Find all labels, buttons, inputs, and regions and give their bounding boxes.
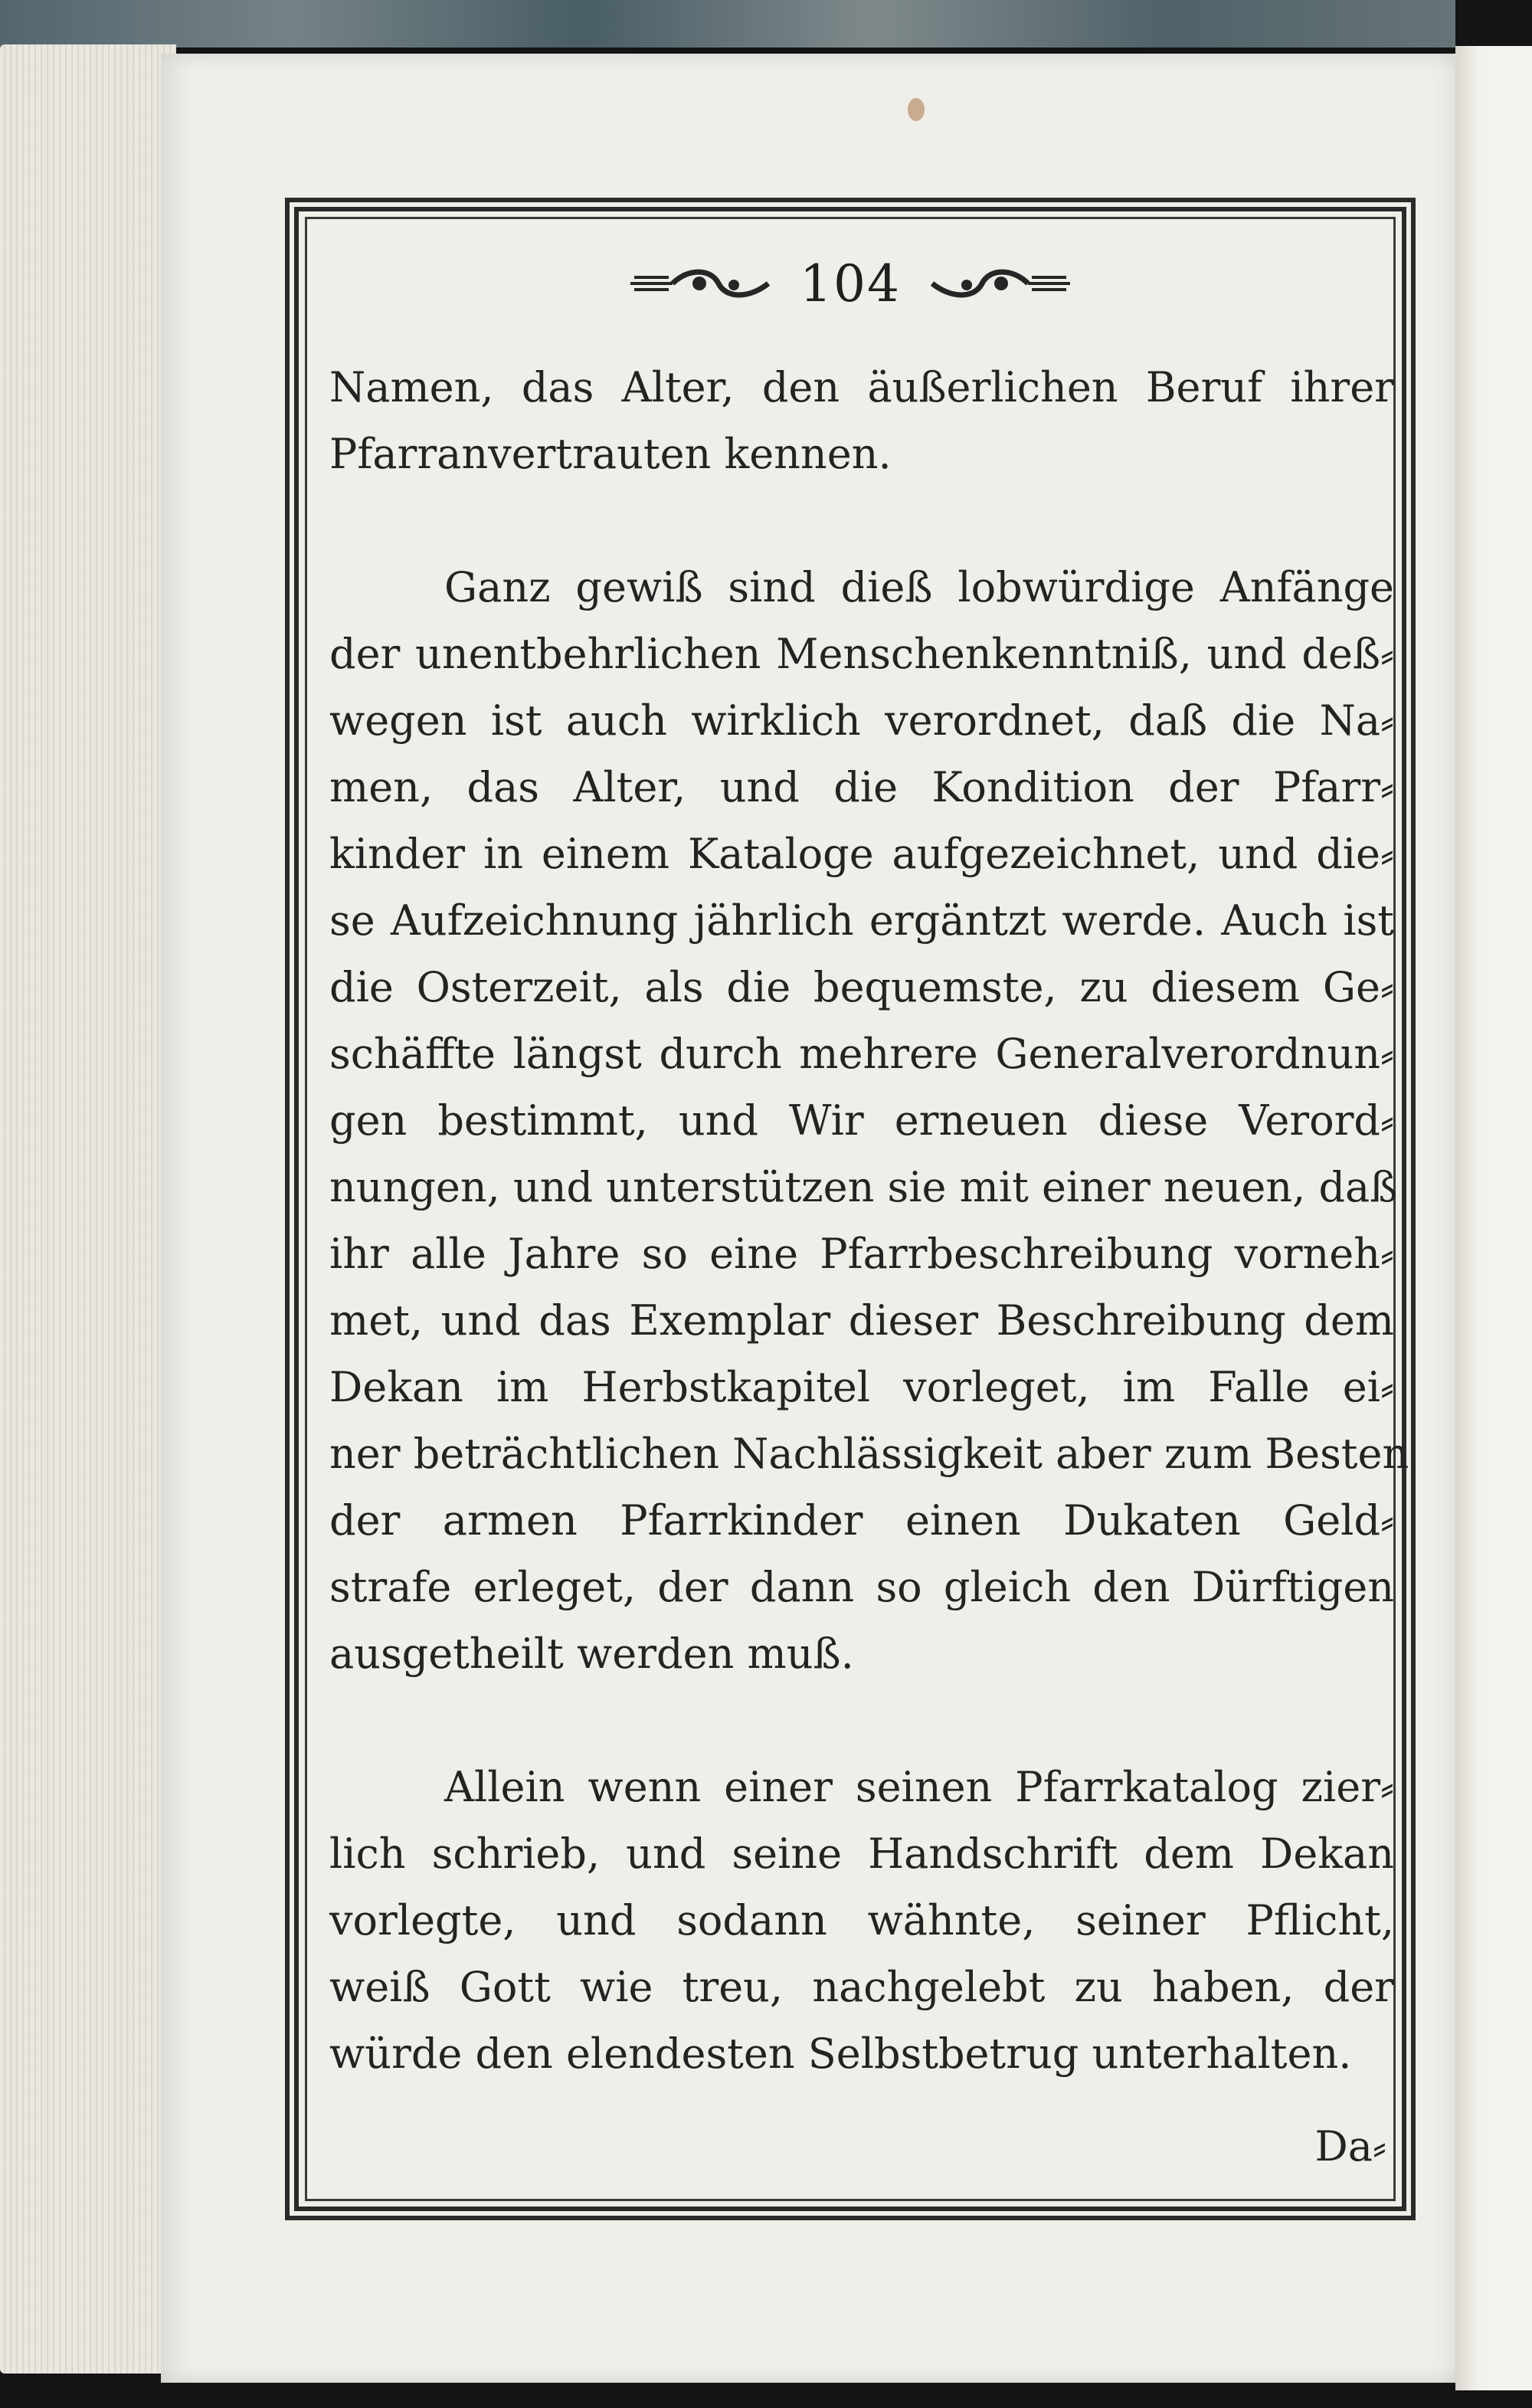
paragraph-gap bbox=[329, 1687, 1394, 1754]
foxing-spot bbox=[908, 98, 925, 121]
text-line: gen bestimmt, und Wir erneuen diese Verord⸗ bbox=[329, 1096, 1394, 1145]
text-line: lich schrieb, und seine Handschrift dem Dekan bbox=[329, 1830, 1394, 1878]
text-line: vorlegte, und sodann wähnte, seiner Pflicht, bbox=[329, 1896, 1394, 1944]
text-line: würde den elendesten Selbstbetrug unterhalten. bbox=[329, 2030, 1352, 2078]
text-line: se Aufzeichnung jährlich ergäntzt werde. Auch ist bbox=[329, 896, 1394, 945]
paragraph-gap bbox=[329, 487, 1394, 554]
page-number: 104 bbox=[800, 254, 901, 313]
text-line: der unentbehrlichen Menschenkenntniß, und deß⸗ bbox=[329, 630, 1394, 678]
text-line: ihr alle Jahre so eine Pfarrbeschreibung vorneh⸗ bbox=[329, 1230, 1394, 1278]
catchword: Da⸗ bbox=[1314, 2122, 1386, 2170]
text-line: schäffte längst durch mehrere Generalverordnun⸗ bbox=[329, 1030, 1394, 1078]
right-ornament-icon bbox=[928, 268, 1074, 299]
page-stack-edge bbox=[0, 44, 176, 2374]
text-line: nungen, und unterstützen sie mit einer neuen, daß bbox=[329, 1163, 1398, 1211]
text-line: Pfarranvertrauten kennen. bbox=[329, 430, 892, 478]
text-line: strafe erleget, der dann so gleich den Dürftigen bbox=[329, 1563, 1394, 1611]
text-line: wegen ist auch wirklich verordnet, daß die Na⸗ bbox=[329, 696, 1394, 745]
text-line: weiß Gott wie treu, nachgelebt zu haben, der bbox=[329, 1963, 1394, 2011]
page-header bbox=[305, 245, 1396, 322]
text-line: Namen, das Alter, den äußerlichen Beruf ihrer bbox=[329, 363, 1394, 411]
text-line: kinder in einem Kataloge aufgezeichnet, und die⸗ bbox=[329, 830, 1394, 878]
text-line: men, das Alter, und die Kondition der Pfarr⸗ bbox=[329, 763, 1394, 811]
next-page-edge bbox=[1455, 46, 1532, 2390]
text-line: der armen Pfarrkinder einen Dukaten Geld⸗ bbox=[329, 1496, 1394, 1545]
text-line: die Osterzeit, als die bequemste, zu diesem Ge⸗ bbox=[329, 963, 1394, 1011]
text-line: Dekan im Herbstkapitel vorleget, im Falle ei⸗ bbox=[329, 1363, 1394, 1411]
body-text bbox=[329, 354, 1409, 2087]
text-line: Ganz gewiß sind dieß lobwürdige Anfänge bbox=[444, 563, 1394, 611]
book-cover-edge bbox=[0, 0, 1455, 48]
text-line: Allein wenn einer seinen Pfarrkatalog zier⸗ bbox=[444, 1763, 1394, 1811]
left-ornament-icon bbox=[627, 268, 772, 299]
text-line: ner beträchtlichen Nachlässigkeit aber zum Besten bbox=[329, 1430, 1409, 1478]
text-line: met, und das Exemplar dieser Beschreibung dem bbox=[329, 1296, 1394, 1345]
text-line: ausgetheilt werden muß. bbox=[329, 1630, 854, 1678]
